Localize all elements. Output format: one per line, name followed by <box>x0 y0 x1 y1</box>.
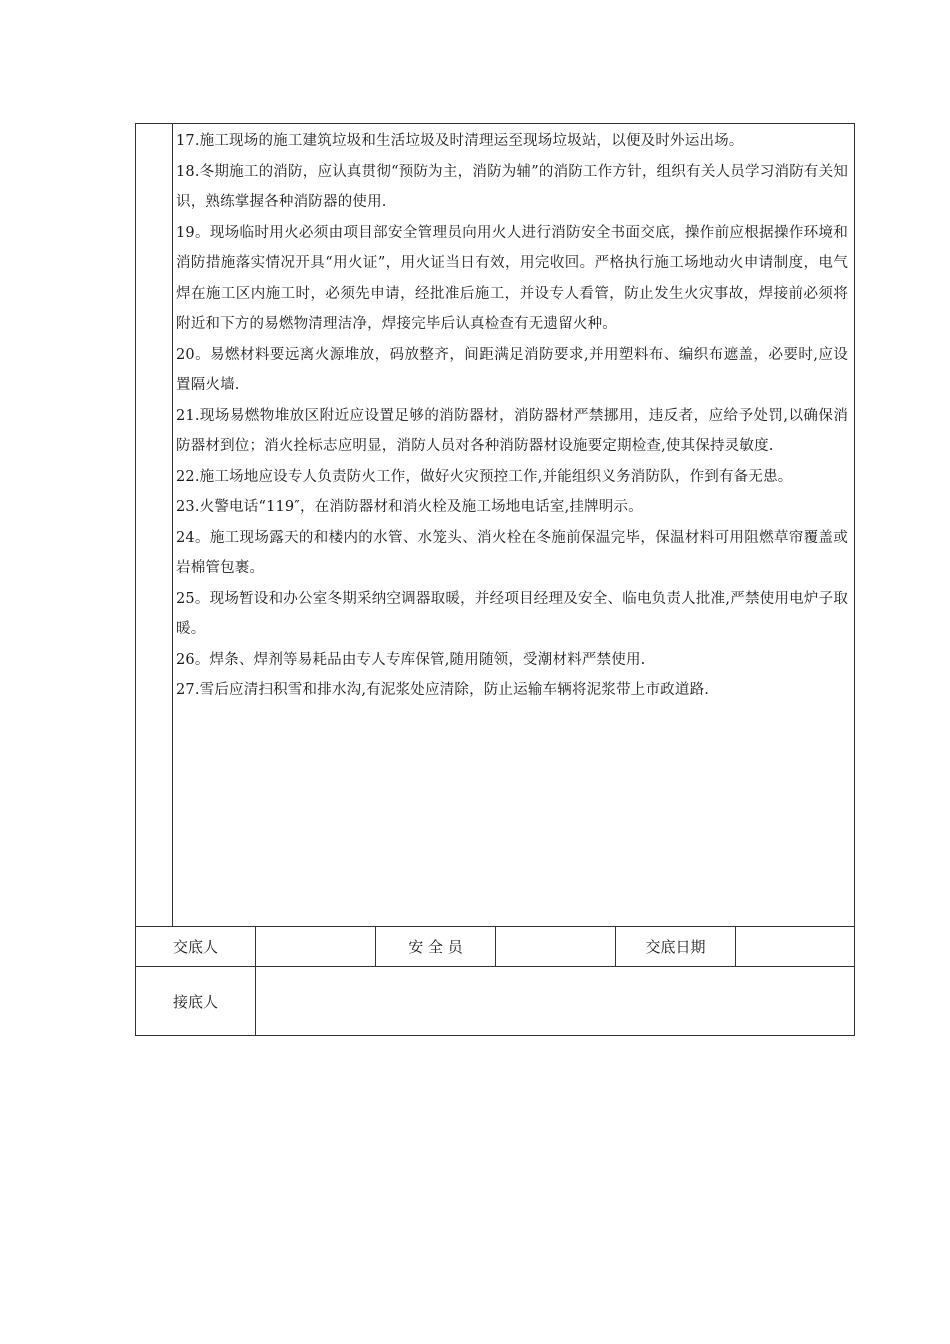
list-item: 27.雪后应清扫积雪和排水沟,有泥浆处应清除，防止运输车辆将泥浆带上市政道路. <box>176 682 710 698</box>
briefing-date-field[interactable] <box>736 927 855 967</box>
briefing-items-list <box>176 126 848 706</box>
list-item: 17.施工现场的施工建筑垃圾和生活垃圾及时清理运至现场垃圾站，以便及时外运出场。 <box>176 133 744 149</box>
safety-officer-label: 安 全 员 <box>376 927 496 967</box>
list-item: 26。焊条、焊剂等易耗品由专人专库保管,随用随领，受潮材料严禁使用. <box>176 651 646 668</box>
presenter-label: 交底人 <box>136 927 256 967</box>
list-item: 21.现场易燃物堆放区附近应设置足够的消防器材，消防器材严禁挪用，违反者，应给予处罚,以确保消防器材到位；消火拴标志应明显，消防人员对各种消防器材设施要定期检查,使其保持灵敏度. <box>176 407 849 454</box>
list-item: 22.施工场地应设专人负责防火工作，做好火灾预控工作,并能组织义务消防队，作到有备无患。 <box>176 468 793 485</box>
list-item: 19。现场临时用火必须由项目部安全管理员向用火人进行消防安全书面交底，操作前应根据操作环境和消防措施落实情况开具“用火证”，用火证当日有效，用完收回。严格执行施工场地动火申请制度，电气焊在施工区内施工时，必须先申请，经批准后施工，并设专人看管，防止发生火灾事故，焊接前必须将附近和下方的易燃物清理洁净，焊接完毕后认真检查有无遗留火种。 <box>176 224 849 332</box>
list-item: 23.火警电话“119″，在消防器材和消火栓及施工场地电话室,挂牌明示。 <box>176 499 643 515</box>
presenter-signature-field[interactable] <box>256 927 376 967</box>
list-item: 20。易燃材料要远离火源堆放，码放整齐，间距满足消防要求,并用塑料布、编织布遮盖，必要时,应设置隔火墙. <box>176 346 849 393</box>
receiver-label: 接底人 <box>136 967 256 1036</box>
briefing-date-label: 交底日期 <box>616 927 736 967</box>
list-item: 25。现场暂设和办公室冬期采纳空调器取暖，并经项目经理及安全、临电负责人批准,严禁使用电炉子取暖。 <box>176 590 849 637</box>
briefing-content-cell <box>136 124 855 927</box>
safety-officer-signature-field[interactable] <box>496 927 616 967</box>
list-item: 24。施工现场露天的和楼内的水管、水笼头、消火栓在冬施前保温完毕，保温材料可用阻燃草帘覆盖或岩棉管包裹。 <box>176 529 849 576</box>
list-item: 18.冬期施工的消防，应认真贯彻“预防为主，消防为辅”的消防工作方针，组织有关人员学习消防有关知识，熟练掌握各种消防器的使用. <box>176 163 849 210</box>
safety-briefing-table <box>135 123 855 1036</box>
left-margin-rule <box>172 124 173 926</box>
receiver-signature-field[interactable] <box>256 967 855 1036</box>
